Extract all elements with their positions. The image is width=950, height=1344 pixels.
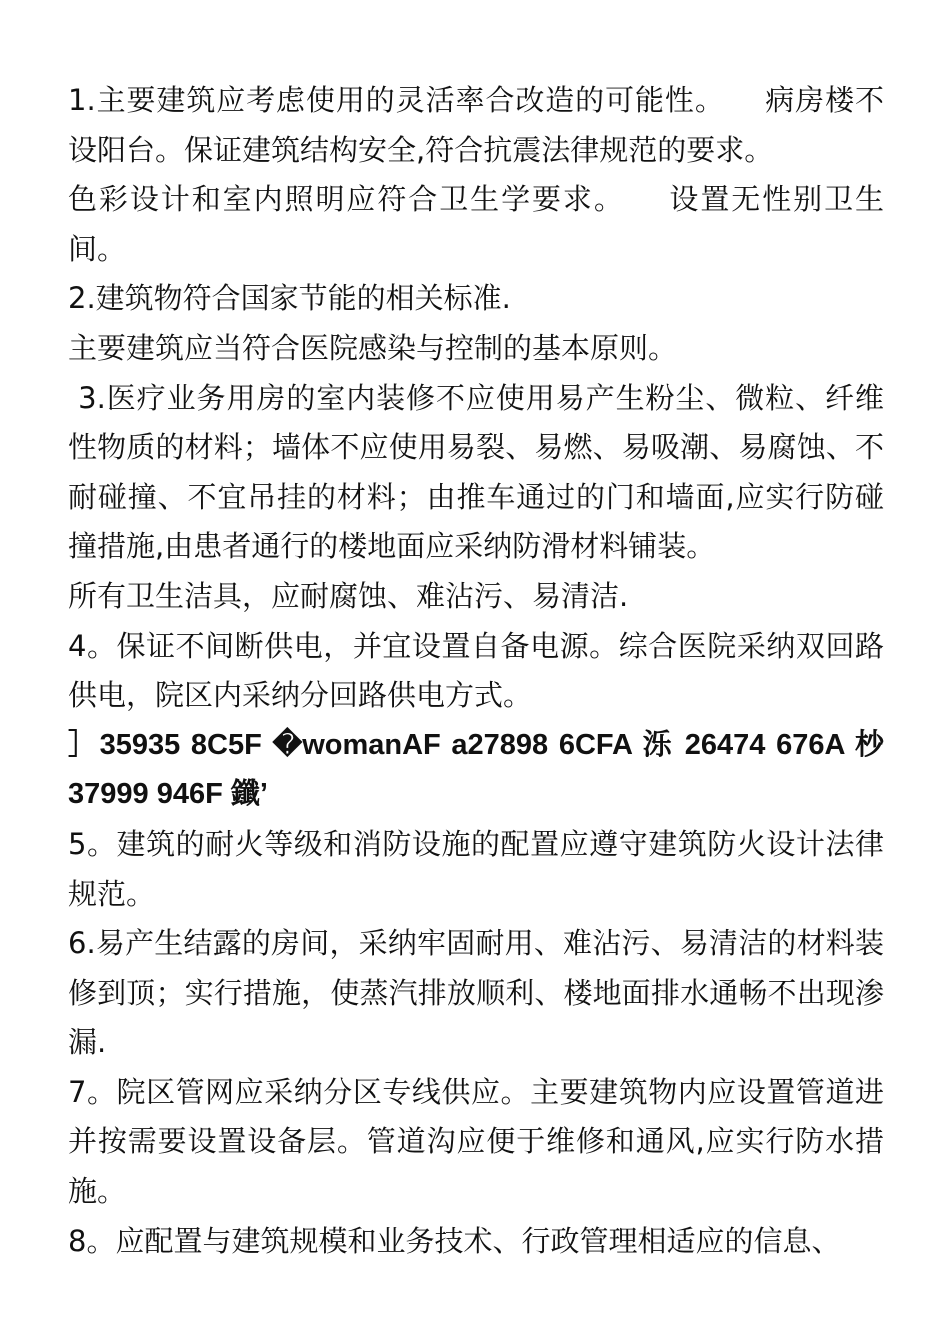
paragraph-5: 3.医疗业务用房的室内装修不应使用易产生粉尘、微粒、纤维性物质的材料；墙体不应使用易裂、易燃、易吸潮、易腐蚀、不耐碰撞、不宜吊挂的材料；由推车通过的门和墙面,应实行防碰撞措施,由患者通行的楼地面应采纳防滑材料铺装。 <box>68 380 885 564</box>
document-body <box>68 76 893 1266</box>
paragraph-12: 8。应配置与建筑规模和业务技术、行政管理相适应的信息、 <box>68 1223 841 1258</box>
paragraph-1: 1.主要建筑应考虑使用的灵活率合改造的可能性。 病房楼不设阳台。保证建筑结构安全,符合抗震法律规范的要求。 <box>68 83 884 167</box>
paragraph-9: 5。建筑的耐火等级和消防设施的配置应遵守建筑防火设计法律规范。 <box>68 826 884 911</box>
paragraph-2: 色彩设计和室内照明应符合卫生学要求。 设置无性别卫生间。 <box>68 182 884 266</box>
paragraph-6: 所有卫生洁具，应耐腐蚀、难沾污、易清洁. <box>68 578 629 613</box>
paragraph-11: 7。院区管网应采纳分区专线供应。主要建筑物内应设置管道进并按需要设置设备层。管道沟应便于维修和通风,应实行防水措施。 <box>68 1074 884 1209</box>
paragraph-10: 6.易产生结露的房间，采纳牢固耐用、难沾污、易清洁的材料装修到顶；实行措施，使蒸汽排放顺利、楼地面排水通畅不出现渗漏. <box>68 926 884 1060</box>
paragraph-3: 2.建筑物符合国家节能的相关标准. <box>68 281 511 316</box>
paragraph-7: 4。保证不间断供电，并宜设置自备电源。综合医院采纳双回路供电，院区内采纳分回路供电方式。 <box>68 628 884 713</box>
paragraph-8-code-line: ］35935 8C5F �womanAF a27898 6CFA 泺 26474 676A 杪 37999 946F 鑯’ <box>68 728 893 811</box>
paragraph-4: 主要建筑应当符合医院感染与控制的基本原则。 <box>68 330 678 365</box>
